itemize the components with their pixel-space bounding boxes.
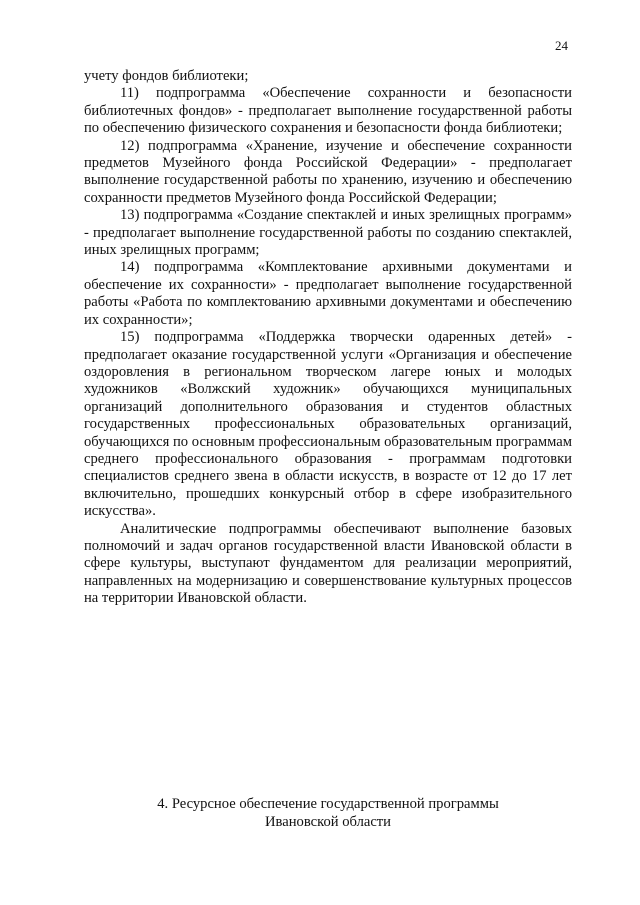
paragraph-subprogram-11: 11) подпрограмма «Обеспечение сохранности и безопасности библиотечных фондов» - предполагает выполнение государственной работы по обеспечению физического сохранения и безопасности фонда библиотеки; xyxy=(84,85,572,137)
paragraph-subprogram-15: 15) подпрограмма «Поддержка творчески одаренных детей» - предполагает оказание государственной услуги «Организация и обеспечение оздоровления в региональном творческом лагере юных и молодых художников «Волжский художник» обучающихся муниципальных организаций дополнительного образования и студентов областных государственных профессиональных образовательных организаций, обучающихся по основным профессиональным образовательным программам среднего профессионального образования - программам подготовки специалистов среднего звена в области искусств, в возрасте от 12 до 17 лет включительно, прошедших конкурсный отбор в сфере изобразительного искусства». xyxy=(84,329,572,520)
paragraph-subprogram-12: 12) подпрограмма «Хранение, изучение и обеспечение сохранности предметов Музейного фонда Российской Федерации» - предполагает выполнение государственной работы по хранению, изучению и обеспечению сохранности предметов Музейного фонда Российской Федерации; xyxy=(84,137,572,206)
section-heading xyxy=(84,795,572,831)
page-number: 24 xyxy=(555,38,568,53)
paragraph-subprogram-14: 14) подпрограмма «Комплектование архивными документами и обеспечение их сохранности» - предполагает выполнение государственной работы «Работа по комплектованию архивными документами и обеспечению их сохранности»; xyxy=(84,259,572,328)
section-heading-line-1: 4. Ресурсное обеспечение государственной программы xyxy=(157,796,499,812)
document-body xyxy=(84,68,572,608)
section-heading-line-2: Ивановской области xyxy=(265,814,391,830)
paragraph-continuation: учету фондов библиотеки; xyxy=(84,68,249,84)
paragraph-subprogram-13: 13) подпрограмма «Создание спектаклей и иных зрелищных программ» - предполагает выполнение государственной работы по созданию спектаклей, иных зрелищных программ; xyxy=(84,207,572,259)
paragraph-analytical-summary: Аналитические подпрограммы обеспечивают выполнение базовых полномочий и задач органов государственной власти Ивановской области в сфере культуры, выступают фундаментом для реализации мероприятий, направленных на модернизацию и совершенствование культурных процессов на территории Ивановской области. xyxy=(84,520,572,607)
